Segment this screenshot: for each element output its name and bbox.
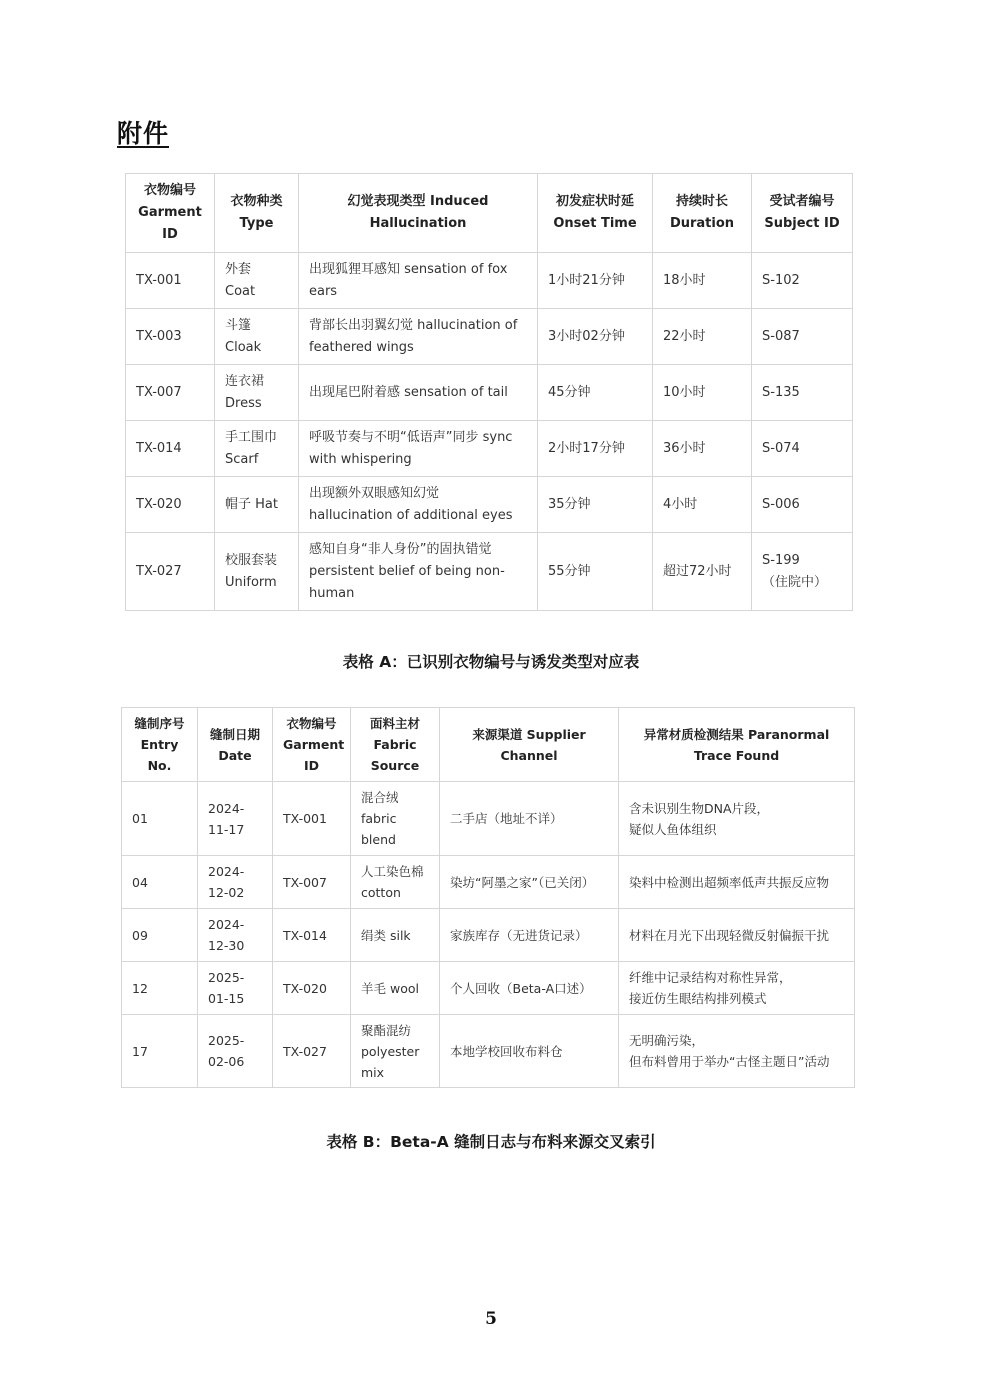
entry-cell: 17 <box>122 1015 198 1088</box>
hallucination-cell: 出现狐狸耳感知 sensation of fox ears <box>299 253 538 309</box>
trace-cell: 纤维中记录结构对称性异常， 接近仿生眼结构排列模式 <box>619 962 855 1015</box>
sewing-log-table <box>121 707 855 1088</box>
entry-cell: 04 <box>122 856 198 909</box>
date-cell: 2025- 01-15 <box>198 962 273 1015</box>
table-row <box>122 856 855 909</box>
table-row <box>126 477 853 533</box>
garment-cell: TX-027 <box>273 1015 351 1088</box>
fabric-cell: 聚酯混纺 polyester mix <box>351 1015 440 1088</box>
garment-id-cell: TX-007 <box>126 365 215 421</box>
page-heading: 附件 <box>117 119 170 148</box>
duration-cell: 超过72小时 <box>653 533 752 611</box>
onset-cell: 1小时21分钟 <box>538 253 653 309</box>
table-row <box>122 909 855 962</box>
garment-cell: TX-020 <box>273 962 351 1015</box>
type-cell: 连衣裙 Dress <box>215 365 299 421</box>
hallucination-cell: 感知自身“非人身份”的固执错觉 persistent belief of being non- human <box>299 533 538 611</box>
type-cell: 手工围巾 Scarf <box>215 421 299 477</box>
duration-cell: 18小时 <box>653 253 752 309</box>
hallucination-cell: 出现尾巴附着感 sensation of tail <box>299 365 538 421</box>
channel-cell: 二手店（地址不详） <box>440 782 619 856</box>
fabric-cell: 人工染色棉 cotton <box>351 856 440 909</box>
trace-cell: 含未识别生物DNA片段， 疑似人鱼体组织 <box>619 782 855 856</box>
channel-cell: 本地学校回收布料仓 <box>440 1015 619 1088</box>
date-cell: 2025- 02-06 <box>198 1015 273 1088</box>
trace-cell: 无明确污染， 但布料曾用于举办“古怪主题日”活动 <box>619 1015 855 1088</box>
table-row <box>126 421 853 477</box>
table-a-header-row <box>126 174 853 253</box>
hallucination-cell: 背部长出羽翼幻觉 hallucination of feathered wings <box>299 309 538 365</box>
subject-cell: S-087 <box>752 309 853 365</box>
header-date: 缝制日期 Date <box>198 708 273 782</box>
type-cell: 外套 Coat <box>215 253 299 309</box>
table-row <box>126 365 853 421</box>
duration-cell: 10小时 <box>653 365 752 421</box>
header-type: 衣物种类 Type <box>215 174 299 253</box>
fabric-cell: 羊毛 wool <box>351 962 440 1015</box>
onset-cell: 2小时17分钟 <box>538 421 653 477</box>
entry-cell: 01 <box>122 782 198 856</box>
header-fabric-source: 面料主材 Fabric Source <box>351 708 440 782</box>
type-cell: 校服套装 Uniform <box>215 533 299 611</box>
page-number: 5 <box>485 1309 497 1329</box>
fabric-cell: 混合绒 fabric blend <box>351 782 440 856</box>
garment-id-cell: TX-001 <box>126 253 215 309</box>
type-cell: 帽子 Hat <box>215 477 299 533</box>
table-a-caption: 表格 A：已识别衣物编号与诱发类型对应表 <box>342 653 640 671</box>
header-duration: 持续时长 Duration <box>653 174 752 253</box>
date-cell: 2024- 12-02 <box>198 856 273 909</box>
subject-cell: S-135 <box>752 365 853 421</box>
table-row <box>122 1015 855 1088</box>
table-row <box>126 253 853 309</box>
garment-cell: TX-001 <box>273 782 351 856</box>
duration-cell: 36小时 <box>653 421 752 477</box>
duration-cell: 22小时 <box>653 309 752 365</box>
onset-cell: 35分钟 <box>538 477 653 533</box>
garment-cell: TX-014 <box>273 909 351 962</box>
header-onset: 初发症状时延 Onset Time <box>538 174 653 253</box>
table-row <box>126 533 853 611</box>
table-row <box>126 309 853 365</box>
subject-cell: S-102 <box>752 253 853 309</box>
header-garment-id: 衣物编号 Garment ID <box>126 174 215 253</box>
date-cell: 2024- 11-17 <box>198 782 273 856</box>
header-hallucination: 幻觉表现类型 Induced Hallucination <box>299 174 538 253</box>
subject-cell: S-006 <box>752 477 853 533</box>
garment-hallucination-table <box>125 173 853 611</box>
garment-cell: TX-007 <box>273 856 351 909</box>
garment-id-cell: TX-020 <box>126 477 215 533</box>
table-b-caption: 表格 B：Beta-A 缝制日志与布料来源交叉索引 <box>326 1133 656 1151</box>
type-cell: 斗篷 Cloak <box>215 309 299 365</box>
header-supplier-channel: 来源渠道 Supplier Channel <box>440 708 619 782</box>
table-b-header-row <box>122 708 855 782</box>
onset-cell: 3小时02分钟 <box>538 309 653 365</box>
garment-id-cell: TX-003 <box>126 309 215 365</box>
header-entry-no: 缝制序号 Entry No. <box>122 708 198 782</box>
hallucination-cell: 出现额外双眼感知幻觉 hallucination of additional eyes <box>299 477 538 533</box>
trace-cell: 染料中检测出超频率低声共振反应物 <box>619 856 855 909</box>
header-garment-id: 衣物编号 Garment ID <box>273 708 351 782</box>
trace-cell: 材料在月光下出现轻微反射偏振干扰 <box>619 909 855 962</box>
header-subject-id: 受试者编号 Subject ID <box>752 174 853 253</box>
date-cell: 2024- 12-30 <box>198 909 273 962</box>
garment-id-cell: TX-027 <box>126 533 215 611</box>
subject-cell: S-074 <box>752 421 853 477</box>
header-paranormal-trace: 异常材质检测结果 Paranormal Trace Found <box>619 708 855 782</box>
hallucination-cell: 呼吸节奏与不明“低语声”同步 sync with whispering <box>299 421 538 477</box>
subject-cell: S-199 （住院中） <box>752 533 853 611</box>
table-row <box>122 962 855 1015</box>
channel-cell: 染坊“阿墨之家”（已关闭） <box>440 856 619 909</box>
channel-cell: 家族库存（无进货记录） <box>440 909 619 962</box>
onset-cell: 45分钟 <box>538 365 653 421</box>
onset-cell: 55分钟 <box>538 533 653 611</box>
fabric-cell: 绢类 silk <box>351 909 440 962</box>
entry-cell: 09 <box>122 909 198 962</box>
channel-cell: 个人回收（Beta-A口述） <box>440 962 619 1015</box>
entry-cell: 12 <box>122 962 198 1015</box>
duration-cell: 4小时 <box>653 477 752 533</box>
garment-id-cell: TX-014 <box>126 421 215 477</box>
table-row <box>122 782 855 856</box>
